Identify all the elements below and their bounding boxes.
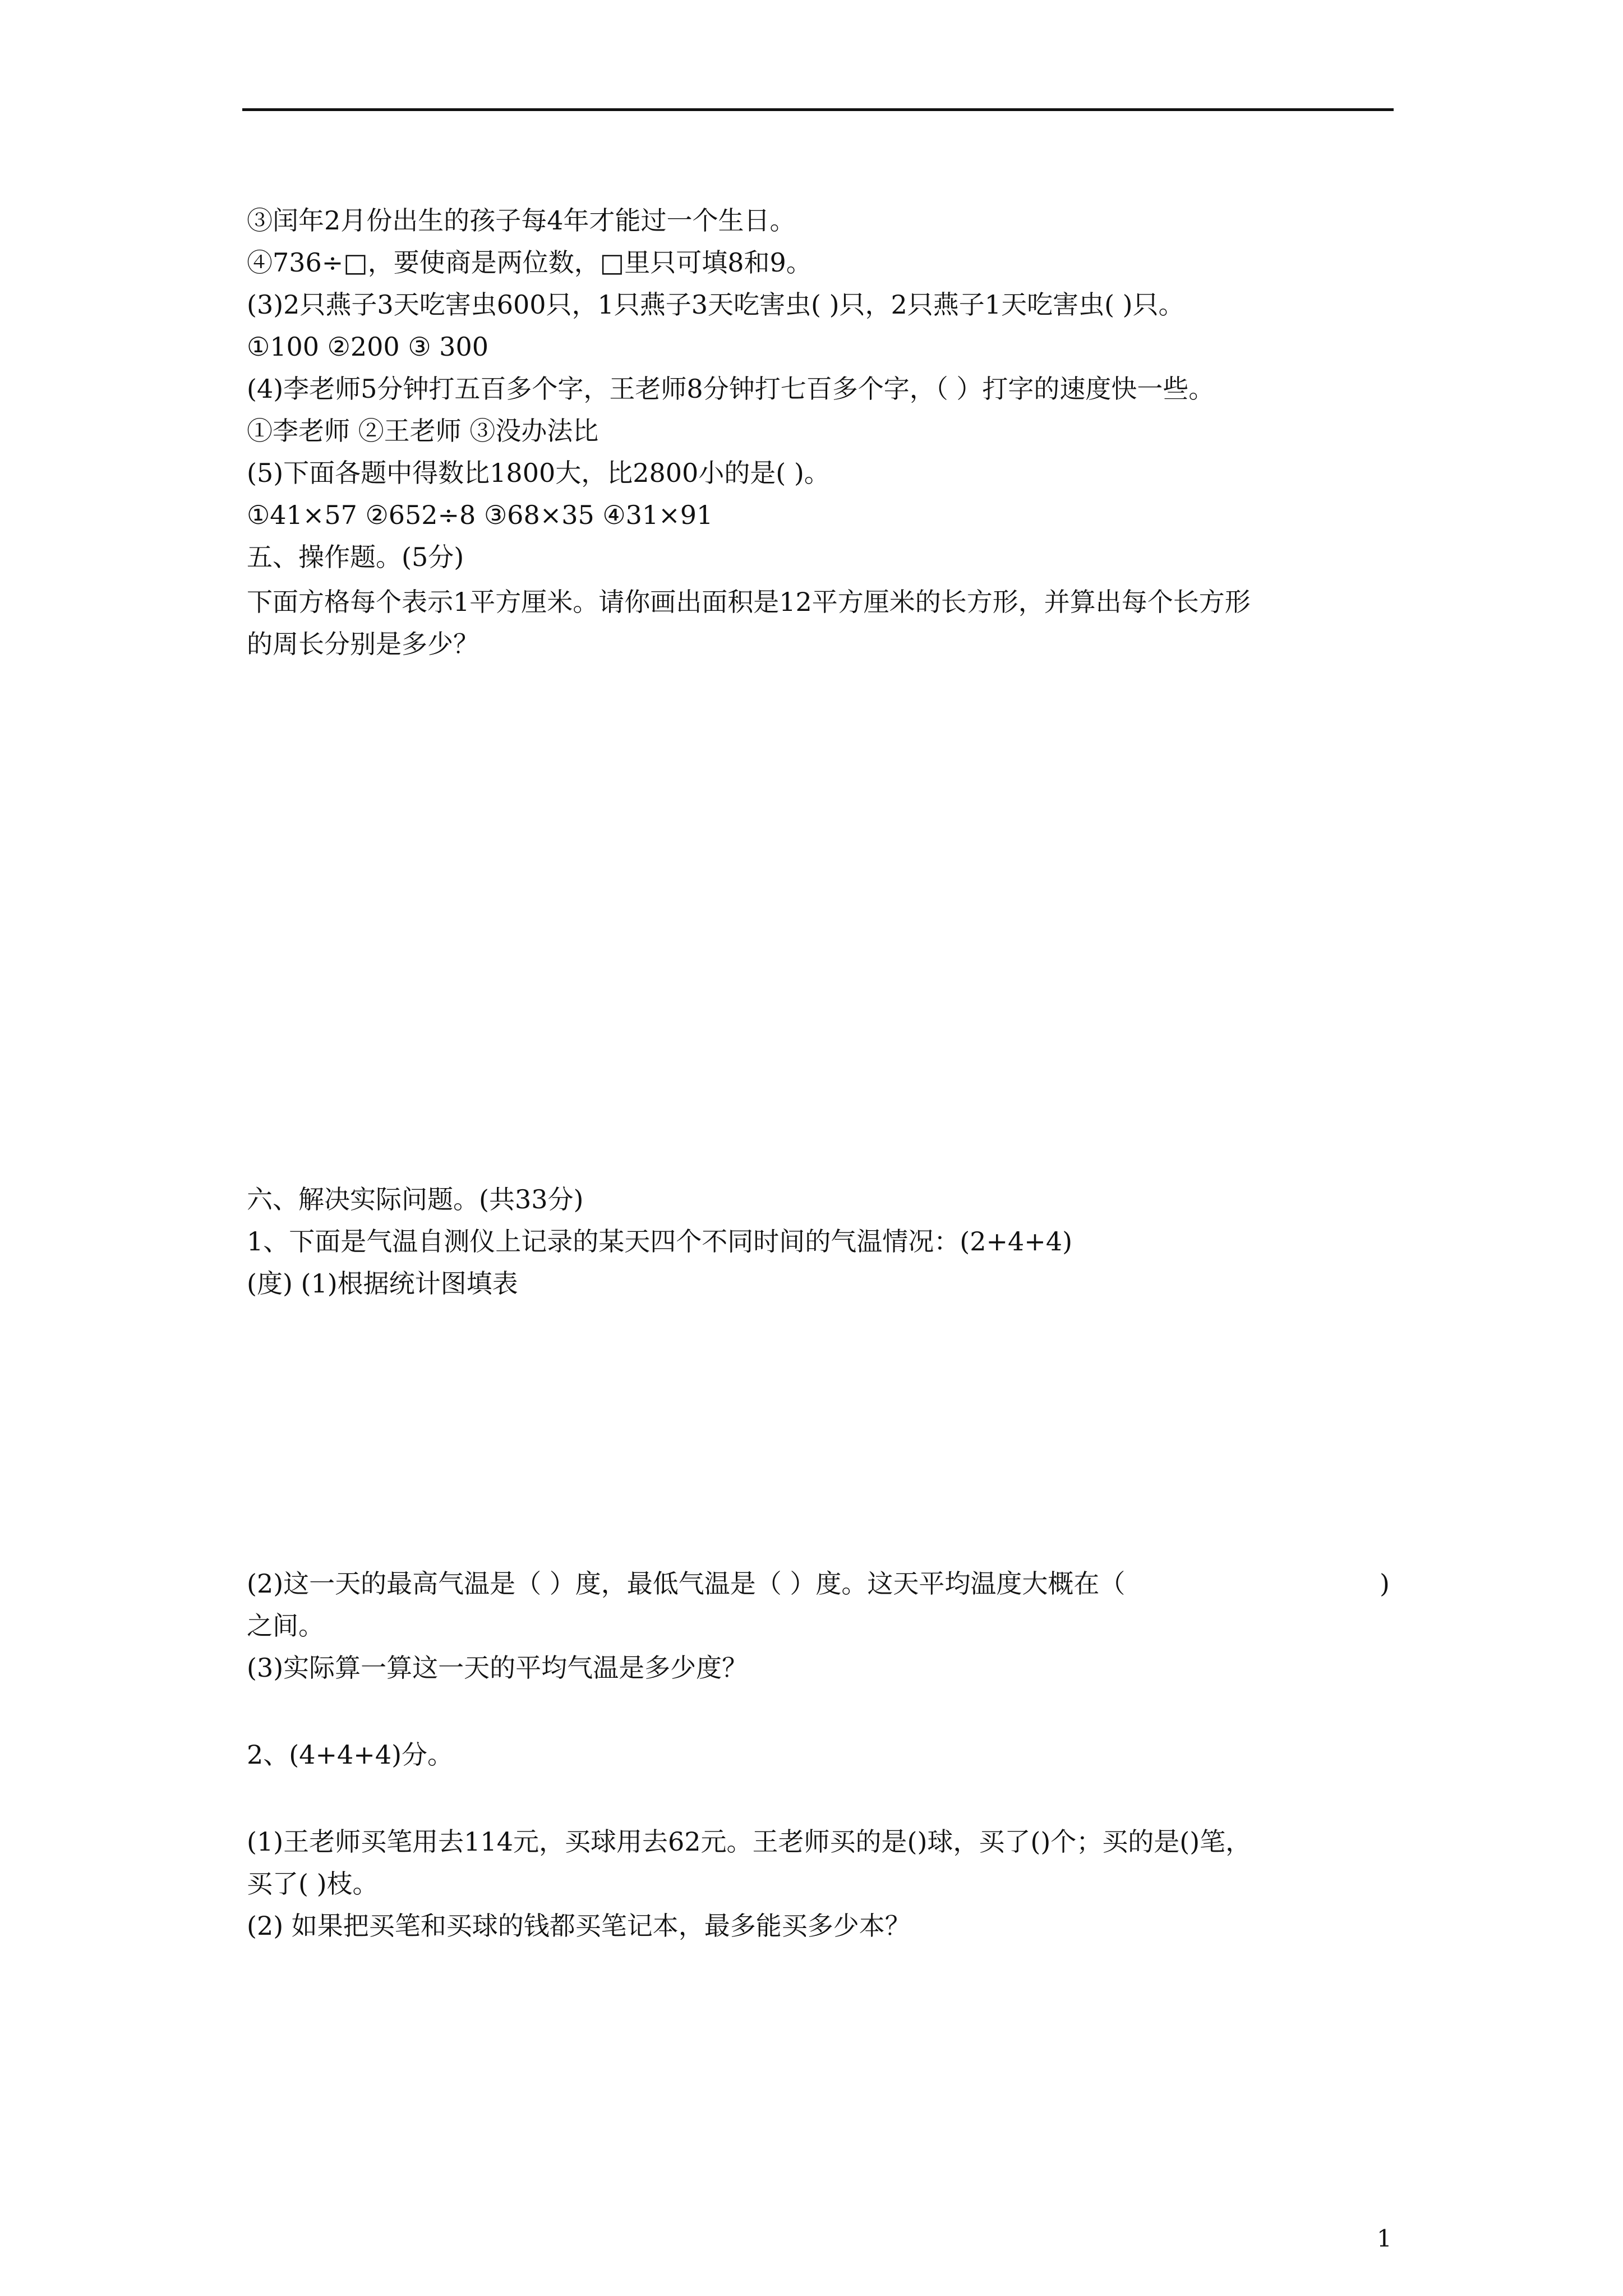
question-4-options: ①李老师 ②王老师 ③没办法比 xyxy=(247,416,599,446)
question-4-typing: (4)李老师5分钟打五百多个字，王老师8分钟打七百多个字，（ ）打字的速度快一些。 xyxy=(247,374,1215,404)
problem-1-intro: 1、下面是气温自测仪上记录的某天四个不同时间的气温情况：(2+4+4) xyxy=(247,1226,1073,1257)
section-5-instruction: 下面方格每个表示1平方厘米。请你画出面积是12平方厘米的长方形，并算出每个长方形 xyxy=(247,587,1251,617)
section-6-heading: 六、解决实际问题。(共33分) xyxy=(247,1184,584,1214)
question-5-range: (5)下面各题中得数比1800大，比2800小的是( )。 xyxy=(247,458,830,488)
problem-1-part-2-cont: 之间。 xyxy=(247,1611,324,1641)
problem-2-part-1: (1)王老师买笔用去114元，买球用去62元。王老师买的是()球，买了()个；买的是()笔， xyxy=(247,1826,1252,1857)
question-3-options: ①100 ②200 ③ 300 xyxy=(247,332,488,362)
problem-1-part-3: (3)实际算一算这一天的平均气温是多少度？ xyxy=(247,1653,748,1683)
problem-1-part-2: (2)这一天的最高气温是（ ）度，最低气温是（ ）度。这天平均温度大概在（ xyxy=(247,1568,1126,1599)
page-number: 1 xyxy=(1377,2225,1392,2252)
problem-1-part-2-close-paren: ) xyxy=(1380,1568,1390,1599)
problem-2-part-1-cont: 买了( )枝。 xyxy=(247,1869,379,1899)
option-3-leap-year: ③闰年2月份出生的孩子每4年才能过一个生日。 xyxy=(247,205,796,236)
problem-2-heading: 2、(4+4+4)分。 xyxy=(247,1740,454,1770)
header-rule xyxy=(242,108,1394,111)
problem-1-part-1: (度) (1)根据统计图填表 xyxy=(247,1268,518,1299)
problem-2-part-2: (2) 如果把买笔和买球的钱都买笔记本，最多能买多少本？ xyxy=(247,1911,911,1941)
section-5-heading: 五、操作题。(5分) xyxy=(247,542,464,572)
option-4-division: ④736÷□，要使商是两位数，□里只可填8和9。 xyxy=(247,247,812,278)
question-5-options: ①41×57 ②652÷8 ③68×35 ④31×91 xyxy=(247,500,713,530)
section-5-instruction-cont: 的周长分别是多少？ xyxy=(247,629,479,659)
question-3-swallows: (3)2只燕子3天吃害虫600只，1只燕子3天吃害虫( )只，2只燕子1天吃害虫( )只。 xyxy=(247,289,1184,320)
